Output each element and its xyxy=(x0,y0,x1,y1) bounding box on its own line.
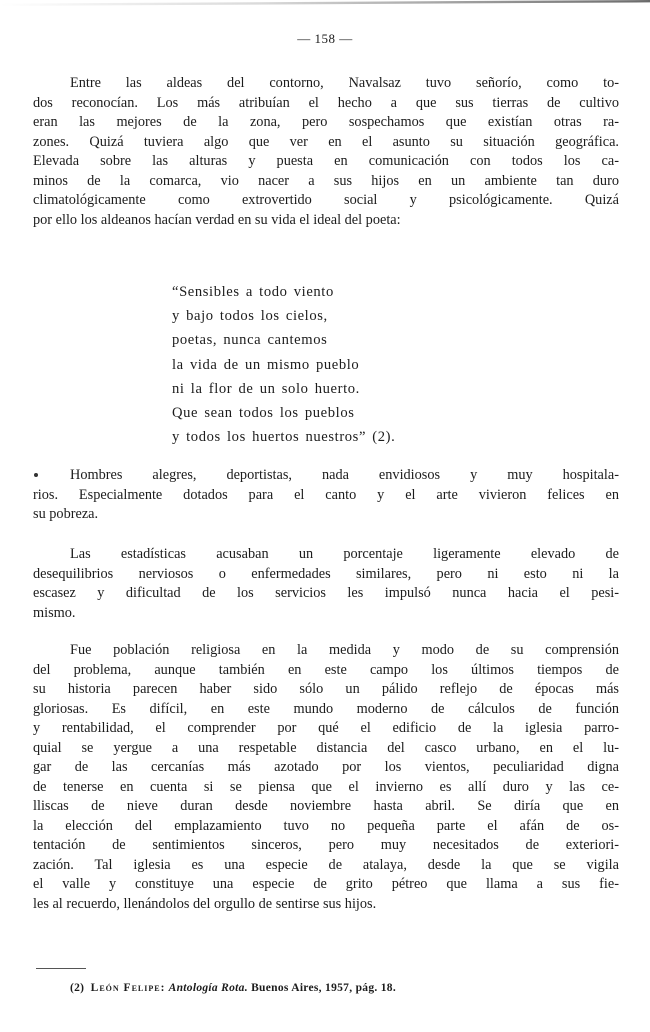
poem-verse: “Sensibles a todo viento xyxy=(172,284,334,300)
text-line: Fue población religiosa en la medida y modo de su comprensión xyxy=(70,642,619,658)
text-line: gloriosas. Es difícil, en este mundo moderno de cálculos de función xyxy=(33,700,619,717)
text-line: desequilibrios nerviosos o enfermedades similares, pero ni esto ni la xyxy=(33,565,619,582)
paragraph-2 xyxy=(33,466,619,525)
text-line: les al recuerdo, llenándolos del orgullo de sentirse sus hijos. xyxy=(33,895,377,912)
text-line: su historia parecen haber sido sólo un pálido reflejo de épocas más xyxy=(33,681,619,697)
text-line: rios. Especialmente dotados para el canto y el arte vivieron felices en xyxy=(33,486,619,503)
footnote-author: León Felipe: xyxy=(90,982,166,994)
page-number: — 158 — xyxy=(297,31,353,46)
text-line: minos de la comarca, vio nacer a sus hijos en un ambiente tan duro xyxy=(33,172,619,189)
text-line: quial se yergue a una respetable distancia del casco urbano, en el lu- xyxy=(33,739,619,756)
paragraph-4 xyxy=(33,641,619,914)
poem-verse: y todos los huertos nuestros” (2). xyxy=(172,429,396,446)
text-line: Hombres alegres, deportistas, nada envidiosos y muy hospitala- xyxy=(70,467,619,483)
paragraph-3 xyxy=(33,545,619,623)
text-line: Entre las aldeas del contorno, Navalsaz tuvo señorío, como to- xyxy=(70,75,619,91)
paragraph-1 xyxy=(33,74,619,230)
poem-verse: ni la flor de un solo huerto. xyxy=(172,380,360,397)
text-line: Las estadísticas acusaban un porcentaje ligeramente elevado de xyxy=(70,546,619,562)
text-line: lliscas de nieve duran desde noviembre hasta abril. Se diría que en xyxy=(33,798,619,814)
text-line: el valle y constituye una especie de grito pétreo que llama a sus fie- xyxy=(33,876,619,892)
text-line: escasez y dificultad de los servicios les impulsó nunca hacia el pesi- xyxy=(33,585,619,601)
text-line: y rentabilidad, el comprender por qué el edificio de la iglesia parro- xyxy=(33,720,619,736)
poem-quote xyxy=(172,280,395,449)
text-line: dos reconocían. Los más atribuían el hecho a que sus tierras de cultivo xyxy=(33,94,619,111)
text-line: eran las mejores de la zona, pero sospechamos que existían otras ra- xyxy=(33,114,619,130)
poem-verse: y bajo todos los cielos, xyxy=(172,308,328,325)
poem-verse: Que sean todos los pueblos xyxy=(172,405,355,422)
text-line: zones. Quizá tuviera algo que ver en el asunto su situación geográfica. xyxy=(33,133,619,150)
scan-top-edge xyxy=(0,0,650,6)
text-line: del problema, aunque también en este campo los últimos tiempos de xyxy=(33,661,619,678)
text-line: su pobreza. xyxy=(33,506,99,522)
footnote-marker: (2) xyxy=(70,982,85,994)
footnote xyxy=(70,982,396,994)
poem-verse: la vida de un mismo pueblo xyxy=(172,356,360,373)
footnote-title: Antología Rota. xyxy=(168,982,248,994)
text-line: climatológicamente como extrovertido social y psicológicamente. Quizá xyxy=(33,192,619,208)
text-line: Elevada sobre las alturas y puesta en comunicación con todos los ca- xyxy=(33,153,619,169)
text-line: mismo. xyxy=(33,604,76,621)
text-line: gar de las cercanías más azotado por los vientos, peculiaridad digna xyxy=(33,759,619,775)
footnote-separator xyxy=(36,968,86,969)
text-line: tentación de sentimientos sinceros, pero muy necesitados de exteriori- xyxy=(33,837,619,853)
footnote-details: Buenos Aires, 1957, pág. 18. xyxy=(251,982,397,994)
poem-verse: poetas, nunca cantemos xyxy=(172,332,328,349)
text-line: la elección del emplazamiento tuvo no pequeña parte el afán de os- xyxy=(33,817,619,834)
text-line: de tenerse en cuenta si se piensa que el invierno es allí duro y las ce- xyxy=(33,778,619,795)
text-line: zación. Tal iglesia es una especie de atalaya, desde la que se vigila xyxy=(33,856,619,873)
text-line: por ello los aldeanos hacían verdad en su vida el ideal del poeta: xyxy=(33,211,401,228)
